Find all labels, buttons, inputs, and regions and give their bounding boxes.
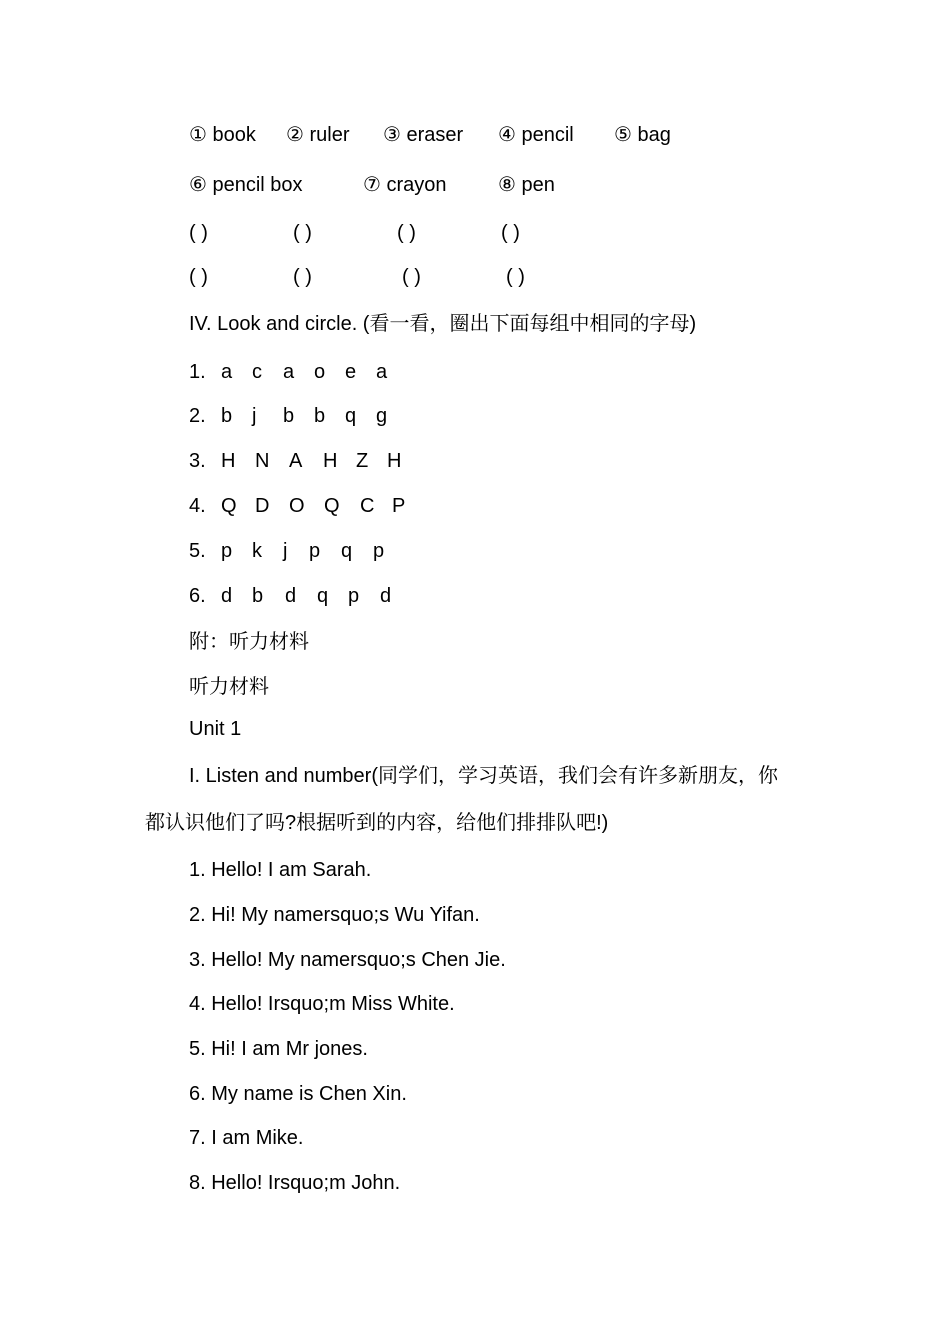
letter-row xyxy=(189,359,489,385)
letter: o xyxy=(314,361,326,383)
vocab-item: ① book xyxy=(189,124,256,146)
letter: p xyxy=(348,585,360,607)
listening-sentence: 7. I am Mike. xyxy=(189,1127,304,1149)
row-number: 6. xyxy=(189,585,206,607)
letter: d xyxy=(285,585,297,607)
letter: d xyxy=(221,585,233,607)
letter: C xyxy=(360,495,375,517)
letter: Z xyxy=(356,450,369,472)
answer-blank: ( ) xyxy=(397,222,416,244)
letter: P xyxy=(392,495,406,517)
letter: d xyxy=(380,585,392,607)
answer-blank: ( ) xyxy=(506,266,525,288)
letter: b xyxy=(314,405,326,427)
letter: e xyxy=(345,361,357,383)
letter: a xyxy=(376,361,388,383)
appendix-heading: 附：听力材料 xyxy=(189,629,309,653)
letter: Q xyxy=(324,495,340,517)
listening-title: 听力材料 xyxy=(189,674,269,698)
letter: g xyxy=(376,405,388,427)
letter: j xyxy=(283,540,288,562)
letter: k xyxy=(252,540,262,562)
vocab-item: ⑤ bag xyxy=(614,124,671,146)
section-4-title: IV. Look and circle. (看一看，圈出下面每组中相同的字母) xyxy=(189,313,697,335)
listening-sentence: 4. Hello! Irsquo;m Miss White. xyxy=(189,993,455,1015)
vocab-row-1 xyxy=(189,122,789,148)
vocab-item: ⑧ pen xyxy=(498,174,555,196)
vocab-row-2 xyxy=(189,172,789,198)
letter: Q xyxy=(221,495,237,517)
answer-blank: ( ) xyxy=(501,222,520,244)
letter-row xyxy=(189,448,489,474)
answer-blanks-row-1 xyxy=(189,220,789,246)
letter: q xyxy=(317,585,329,607)
letter-row xyxy=(189,403,489,429)
answer-blank: ( ) xyxy=(293,222,312,244)
answer-blank: ( ) xyxy=(402,266,421,288)
letter: H xyxy=(387,450,402,472)
letter: c xyxy=(252,361,262,383)
row-number: 2. xyxy=(189,405,206,427)
row-number: 1. xyxy=(189,361,206,383)
letter: A xyxy=(289,450,303,472)
letter: j xyxy=(252,405,257,427)
letter: b xyxy=(283,405,295,427)
letter-row xyxy=(189,538,489,564)
listening-sentence: 8. Hello! Irsquo;m John. xyxy=(189,1172,401,1194)
row-number: 4. xyxy=(189,495,206,517)
listening-sentence: 2. Hi! My namersquo;s Wu Yifan. xyxy=(189,904,480,926)
vocab-item: ⑦ crayon xyxy=(363,174,447,196)
letter: a xyxy=(283,361,295,383)
listening-sentence: 1. Hello! I am Sarah. xyxy=(189,859,372,881)
letter: b xyxy=(252,585,264,607)
listening-sentence: 5. Hi! I am Mr jones. xyxy=(189,1038,368,1060)
row-number: 5. xyxy=(189,540,206,562)
letter-row xyxy=(189,583,489,609)
unit-heading: Unit 1 xyxy=(189,718,242,740)
answer-blank: ( ) xyxy=(189,266,208,288)
letter: D xyxy=(255,495,270,517)
vocab-item: ⑥ pencil box xyxy=(189,174,303,196)
listening-sentence: 6. My name is Chen Xin. xyxy=(189,1083,407,1105)
letter: H xyxy=(323,450,338,472)
letter: H xyxy=(221,450,236,472)
vocab-item: ④ pencil xyxy=(498,124,574,146)
letter: q xyxy=(345,405,357,427)
answer-blank: ( ) xyxy=(293,266,312,288)
letter: p xyxy=(221,540,233,562)
letter: p xyxy=(309,540,321,562)
vocab-item: ② ruler xyxy=(286,124,350,146)
answer-blank: ( ) xyxy=(189,222,208,244)
row-number: 3. xyxy=(189,450,206,472)
letter: q xyxy=(341,540,353,562)
vocab-item: ③ eraser xyxy=(383,124,464,146)
letter: b xyxy=(221,405,233,427)
letter: p xyxy=(373,540,385,562)
letter: O xyxy=(289,495,305,517)
section-1-title-line-2: 都认识他们了吗?根据听到的内容，给他们排排队吧!) xyxy=(145,812,609,834)
answer-blanks-row-2 xyxy=(189,264,789,290)
letter: a xyxy=(221,361,233,383)
listening-sentence: 3. Hello! My namersquo;s Chen Jie. xyxy=(189,949,506,971)
section-1-title-line-1: I. Listen and number(同学们，学习英语，我们会有许多新朋友，你 xyxy=(189,765,778,787)
letter-row xyxy=(189,493,489,519)
letter: N xyxy=(255,450,270,472)
